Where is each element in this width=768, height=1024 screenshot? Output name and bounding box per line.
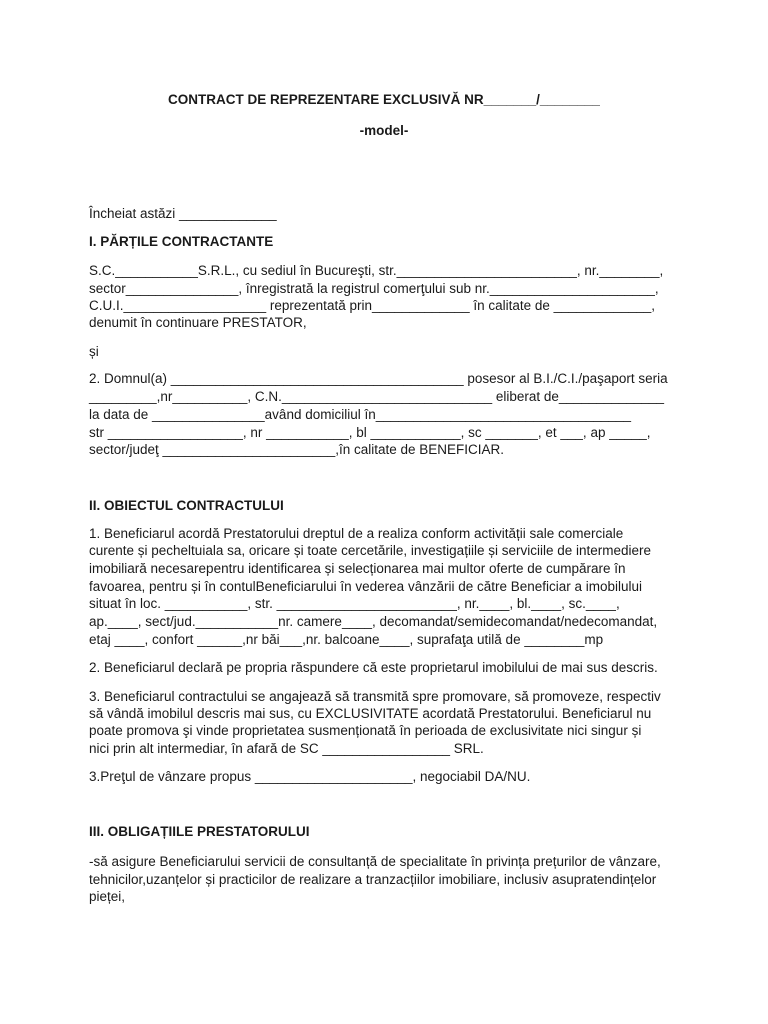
object-para1-line-1: 1. Beneficiarul acordă Prestatorului dreptul de a realiza conform activității sale comerciale [89, 526, 624, 541]
beneficiary-line-5: sector/judeţ _______________________,în calitate de BENEFICIAR. [89, 442, 505, 457]
obligations-line-3: pieței, [89, 889, 126, 904]
beneficiary-line-3: la data de _______________având domiciliul în__________________________________ [89, 407, 632, 422]
object-para4-price: 3.Preţul de vânzare propus _____________________, negociabil DA/NU. [89, 769, 531, 784]
object-para1-line-3: imobiliară necesarepentru identificarea și selecționarea mai multor oferte de cumpărare în [89, 561, 626, 576]
object-para1-line-4: favoarea, pentru și în contulBeneficiarului în vederea vânzării de către Beneficiar a imobilului [89, 579, 643, 594]
section-heading-object: II. OBIECTUL CONTRACTULUI [89, 498, 284, 513]
object-para1-line-7: etaj ____, confort ______,nr băi___,nr. balcoane____, suprafaţa utilă de ________mp [89, 632, 604, 647]
object-para1-line-6: ap.____, sect/jud.___________nr. camere____, decomandat/semidecomandat/nedecomandat, [89, 614, 658, 629]
beneficiary-line-1: 2. Domnul(a) _______________________________________ posesor al B.I./C.I./paşaport seria [89, 371, 668, 386]
object-para3-line-1: 3. Beneficiarul contractului se angajează să transmită spre promovare, să promoveze, respectiv [89, 689, 661, 704]
contract-subtitle: -model- [359, 123, 409, 138]
conjunction-and: și [89, 344, 99, 359]
beneficiary-line-4: str __________________, nr ___________, bl ____________, sc _______, et ___, ap _____, [89, 425, 651, 440]
section-heading-parties: I. PĂRȚILE CONTRACTANTE [89, 234, 274, 249]
provider-line-2: sector_______________, înregistrată la registrul comerţului sub nr.______________________, [89, 281, 659, 296]
object-para3-line-2: să vândă imobilul descris mai sus, cu EXCLUSIVITATE acordată Prestatorului. Beneficiarul nu [89, 706, 652, 721]
object-para1-line-2: curente și pecheltuiala sa, oricare și toate cercetările, investigațiile și serviciile de intermediere [89, 543, 652, 558]
object-para2: 2. Beneficiarul declară pe propria răspundere că este proprietarul imobilului de mai sus descris. [89, 660, 658, 675]
obligations-line-1: -să asigure Beneficiarului servicii de consultanță de specialitate în privința prețurilor de vânzare, [89, 854, 661, 869]
beneficiary-line-2: _________,nr__________, C.N.____________________________ eliberat de______________ [89, 389, 665, 404]
contract-title: CONTRACT DE REPREZENTARE EXCLUSIVĂ NR_______/________ [168, 92, 600, 107]
provider-line-1: S.C.___________S.R.L., cu sediul în Bucureşti, str.________________________, nr.________, [89, 263, 664, 278]
section-heading-obligations: III. OBLIGAȚIILE PRESTATORULUI [89, 824, 310, 839]
provider-line-4: denumit în continuare PRESTATOR, [89, 315, 307, 330]
provider-line-3: C.U.I.___________________ reprezentată prin_____________ în calitate de _____________, [89, 298, 655, 313]
object-para1-line-5: situat în loc. ___________, str. ________________________, nr.____, bl.____, sc.____, [89, 596, 620, 611]
object-para3-line-3: poate promova şi vinde proprietatea susmenționată în perioada de exclusivitate nici singur și [89, 723, 642, 738]
concluded-date-line: Încheiat astăzi _____________ [89, 206, 277, 221]
object-para3-line-4: nici prin alt intermediar, în afară de SC _________________ SRL. [89, 741, 484, 756]
obligations-line-2: tehnicilor,uzanțelor și practicilor de realizare a tranzacțiilor imobiliare, inclusiv asupratendințelor [89, 872, 657, 887]
